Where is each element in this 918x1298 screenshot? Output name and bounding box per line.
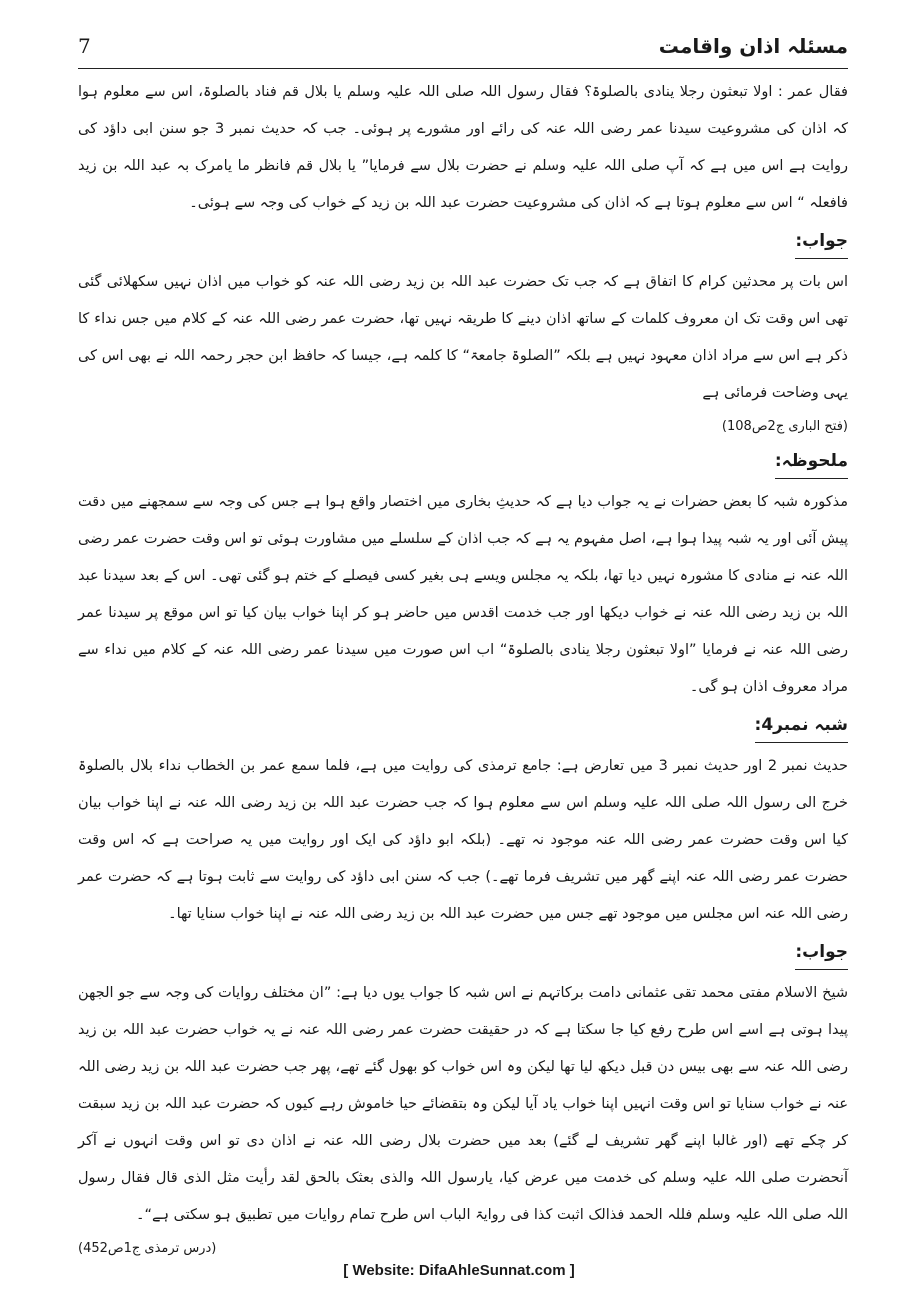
reference-dars-tirmidhi: (درس ترمذی ج1ص452) [78, 1241, 217, 1256]
section-heading-wrap [78, 226, 848, 264]
section-heading-wrap [78, 937, 848, 975]
section-heading-wrap [78, 446, 848, 484]
page-number: 7 [78, 34, 91, 58]
note-heading: ملحوظہ: [775, 446, 848, 479]
second-answer-heading: جواب: [795, 937, 848, 970]
answer-heading: جواب: [795, 226, 848, 259]
header-divider [78, 68, 848, 69]
note-paragraph: مذکورہ شبہ کا بعض حضرات نے یہ جواب دیا ہے کہ حدیثِ بخاری میں اختصار واقع ہوا ہے جس کی وجہ سے سمجھنے میں دقت پیش آئی اور یہ شبہ پیدا ہوا ہے، اصل مفہوم یہ ہے کہ جب اذان کے سلسلے میں مشاورت ہوئی تو اس وقت حضرت عمر رضی اللہ عنہ نے منادی کا مشورہ نہیں دیا تھا، بلکہ یہ مجلس ویسے ہی بغیر کسی فیصلے کے ختم ہو گئی تھی۔ اس کے بعد سیدنا عبد اللہ بن زید رضی اللہ عنہ نے خواب دیکھا اور جب خدمت اقدس میں حاضر ہو کر اپنا خواب بیان کیا تو اس موقع پر سیدنا عمر رضی اللہ عنہ نے فرمایا ”اولا تبعثون رجلا ینادی بالصلوۃ“ اب اس صورت میں سیدنا عمر رضی اللہ عنہ کے کلام میں نداء سے مراد معروف اذان ہو گی۔ [78, 494, 848, 695]
second-answer-paragraph: شیخ الاسلام مفتی محمد تقی عثمانی دامت برکاتہم نے اس شبہ کا جواب یوں دیا ہے: ”ان مختلف روایات کی وجہ سے جو الجھن پیدا ہوتی ہے اسے اس طرح رفع کیا جا سکتا ہے کہ در حقیقت حضرت عمر رضی اللہ عنہ نے یہ خواب حضرت عبد اللہ بن زید رضی اللہ عنہ سے بھی بیس دن قبل دیکھ لیا تھا لیکن وہ اس خواب کو بھول گئے تھے، پھر جب حضرت عبد اللہ بن زید رضی اللہ عنہ نے خواب سنایا تو اس وقت انہیں اپنا خواب یاد آیا لیکن وہ بتقضائے حیا خاموش رہے کیوں کہ حضرت عبد اللہ بن زید سبقت کر چکے تھے (اور غالبا اپنے گھر تشریف لے گئے) بعد میں حضرت بلال رضی اللہ عنہ نے اذان دی تو اس وقت انہوں نے آکر آنحضرت صلی اللہ علیہ وسلم کی خدمت میں عرض کیا، یارسول اللہ والذی بعثک بالحق لقد رأیت مثل الذی قال فقال رسول اللہ صلی اللہ علیہ وسلم فللہ الحمد فذالک اثبت کذا فی روایۃ الباب اس طرح تمام روایات میں تطبیق ہو سکتی ہے“۔ [78, 985, 848, 1223]
page-header [78, 30, 848, 70]
section-heading-wrap [78, 710, 848, 748]
page-body [78, 74, 848, 1264]
reference-fath-al-bari: (فتح الباری ج2ص108) [721, 419, 848, 434]
intro-paragraph: فقال عمر : اولا تبعثون رجلا ینادی بالصلوۃ؟ فقال رسول اللہ صلی اللہ علیہ وسلم یا بلال قم فناد بالصلوۃ، اس سے معلوم ہوا کہ اذان کی مشروعیت سیدنا عمر رضی اللہ عنہ کی رائے اور مشورے پر ہوئی۔ جب کہ حدیث نمبر 3 جو سنن ابی داؤد کی روایت ہے اس میں ہے کہ آپ صلی اللہ علیہ وسلم نے حضرت بلال سے فرمایا” یا بلال قم فانظر ما یامرک بہ عبد اللہ بن زید فافعلہ “ اس سے معلوم ہوتا ہے کہ اذان کی مشروعیت حضرت عبد اللہ بن زید کے خواب کی وجہ سے ہوئی۔ [78, 84, 848, 211]
answer-paragraph: اس بات پر محدثین کرام کا اتفاق ہے کہ جب تک حضرت عبد اللہ بن زید رضی اللہ عنہ کو خواب میں اذان نہیں سکھلائی گئی تھی اس وقت تک ان معروف کلمات کے ساتھ اذان دینے کا طریقہ نہیں تھا، حضرت عمر رضی اللہ عنہ کے کلام میں جس نداء کا ذکر ہے اس سے مراد اذان معہود نہیں ہے بلکہ ”الصلوۃ جامعۃ“ کا کلمہ ہے، جیسا کہ حافظ ابن حجر رحمہ اللہ نے بھی اس کی یہی وضاحت فرمائی ہے [78, 274, 848, 401]
website-footer: [ Website: DifaAhleSunnat.com ] [343, 1262, 575, 1279]
book-title: مسئلہ اذان واقامت [658, 34, 848, 58]
doubt-4-paragraph: حدیث نمبر 2 اور حدیث نمبر 3 میں تعارض ہے: جامع ترمذی کی روایت میں ہے، فلما سمع عمر بن الخطاب نداء بلال بالصلوۃ خرج الی رسول اللہ صلی اللہ علیہ وسلم اس سے معلوم ہوا کہ جب حضرت عبد اللہ بن زید رضی اللہ عنہ نے اپنا خواب بیان کیا اس وقت حضرت عمر رضی اللہ عنہ موجود نہ تھے۔ (بلکہ ابو داؤد کی ایک اور روایت میں یہ صراحت ہے کہ اس وقت حضرت عمر رضی اللہ عنہ اپنے گھر میں تشریف فرما تھے۔) جب کہ سنن ابی داؤد کی روایت سے ثابت ہوتا ہے کہ حضرت عمر رضی اللہ عنہ اس مجلس میں موجود تھے جس میں حضرت عبد اللہ بن زید رضی اللہ عنہ نے اپنا خواب سنایا تھا۔ [78, 758, 848, 922]
doubt-4-heading: شبہ نمبر4: [755, 710, 849, 743]
